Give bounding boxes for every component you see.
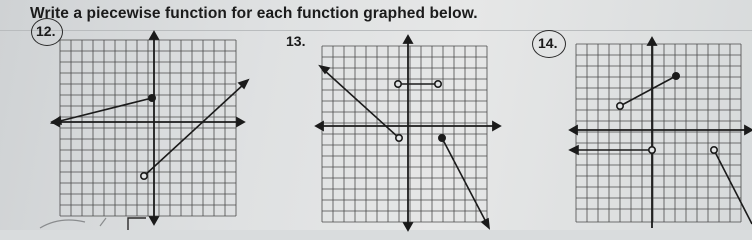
grid [60,40,236,216]
graph-13 [314,32,504,232]
instruction-heading: Write a piecewise function for each function graphed below. [30,5,478,22]
problem-number-13: 13. [286,33,306,49]
graph-12 [52,28,252,228]
grid [576,44,741,222]
axes [570,38,752,228]
problem-number-14: 14. [538,35,558,51]
graph-lines [570,73,752,224]
problem-number-12: 12. [36,23,56,39]
grid [322,46,487,222]
pencil-marks [30,206,170,230]
graph-14 [566,38,752,230]
